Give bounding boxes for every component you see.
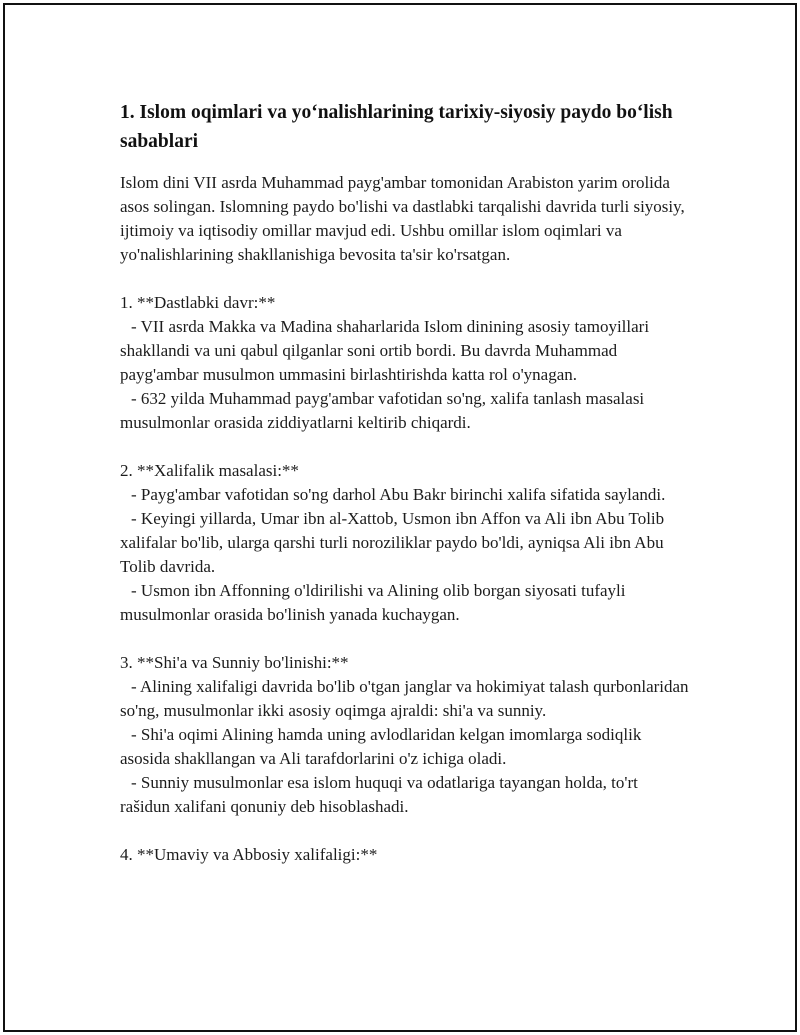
bullet-text: - Shi'a oqimi Alining hamda uning avlodlaridan kelgan imomlarga sodiqlik asosida shakllangan va Ali tarafdorlarini o'z ichiga oladi.: [120, 725, 642, 768]
bullet-item: [120, 315, 690, 387]
bullet-text: - Sunniy musulmonlar esa islom huquqi va odatlariga tayangan holda, to'rt rašidun xalifani qonuniy deb hisoblashadi.: [120, 773, 638, 816]
intro-paragraph: Islom dini VII asrda Muhammad payg'ambar tomonidan Arabiston yarim orolida asos solingan. Islomning paydo bo'lishi va dastlabki tarqalishi davrida turli siyosiy, ijtimoiy va iqtisodiy omillar mavjud edi. Ushbu omillar islom oqimlari va yo'nalishlarining shakllanishiga bevosita ta'sir ko'rsatgan.: [120, 173, 685, 264]
section-heading: 1. **Dastlabki davr:**: [120, 293, 276, 312]
section-heading: 4. **Umaviy va Abbosiy xalifaligi:**: [120, 845, 378, 864]
section-shia-sunni-split: [120, 651, 690, 819]
section-heading: 2. **Xalifalik masalasi:**: [120, 461, 299, 480]
bullet-item: [120, 771, 690, 819]
bullet-item: [120, 387, 690, 435]
bullet-item: [120, 579, 690, 627]
document-title: 1. Islom oqimlari va yo‘nalishlarining tarixiy-siyosiy paydo bo‘lish sabablari: [120, 102, 673, 152]
bullet-item: [120, 723, 690, 771]
bullet-text: - VII asrda Makka va Madina shaharlarida Islom dinining asosiy tamoyillari shakllandi va uni qabul qilganlar soni ortib bordi. Bu davrda Muhammad payg'ambar musulmon ummasini birlashtirishda katta rol o'ynagan.: [120, 317, 650, 384]
section-early-period: [120, 291, 690, 435]
section-umayyad-abbasid: [120, 843, 690, 867]
section-caliphate-question: [120, 459, 690, 627]
bullet-text: - Payg'ambar vafotidan so'ng darhol Abu Bakr birinchi xalifa sifatida saylandi.: [131, 485, 666, 504]
bullet-item: [120, 675, 690, 723]
document-page: [3, 3, 797, 1032]
bullet-item: [120, 507, 690, 579]
section-heading: 3. **Shi'a va Sunniy bo'linishi:**: [120, 653, 349, 672]
bullet-text: - Keyingi yillarda, Umar ibn al-Xattob, Usmon ibn Affon va Ali ibn Abu Tolib xalifalar bo'lib, ularga qarshi turli noroziliklar paydo bo'ldi, ayniqsa Ali ibn Abu Tolib davrida.: [120, 509, 665, 576]
document-body: [120, 98, 690, 867]
bullet-item: [120, 483, 690, 507]
bullet-text: - 632 yilda Muhammad payg'ambar vafotidan so'ng, xalifa tanlash masalasi musulmonlar orasida ziddiyatlarni keltirib chiqardi.: [120, 389, 645, 432]
bullet-text: - Alining xalifaligi davrida bo'lib o'tgan janglar va hokimiyat talash qurbonlaridan so'ng, musulmonlar ikki asosiy oqimga ajraldi: shi'a va sunniy.: [120, 677, 689, 720]
bullet-text: - Usmon ibn Affonning o'ldirilishi va Alining olib borgan siyosati tufayli musulmonlar orasida bo'linish yanada kuchaygan.: [120, 581, 626, 624]
